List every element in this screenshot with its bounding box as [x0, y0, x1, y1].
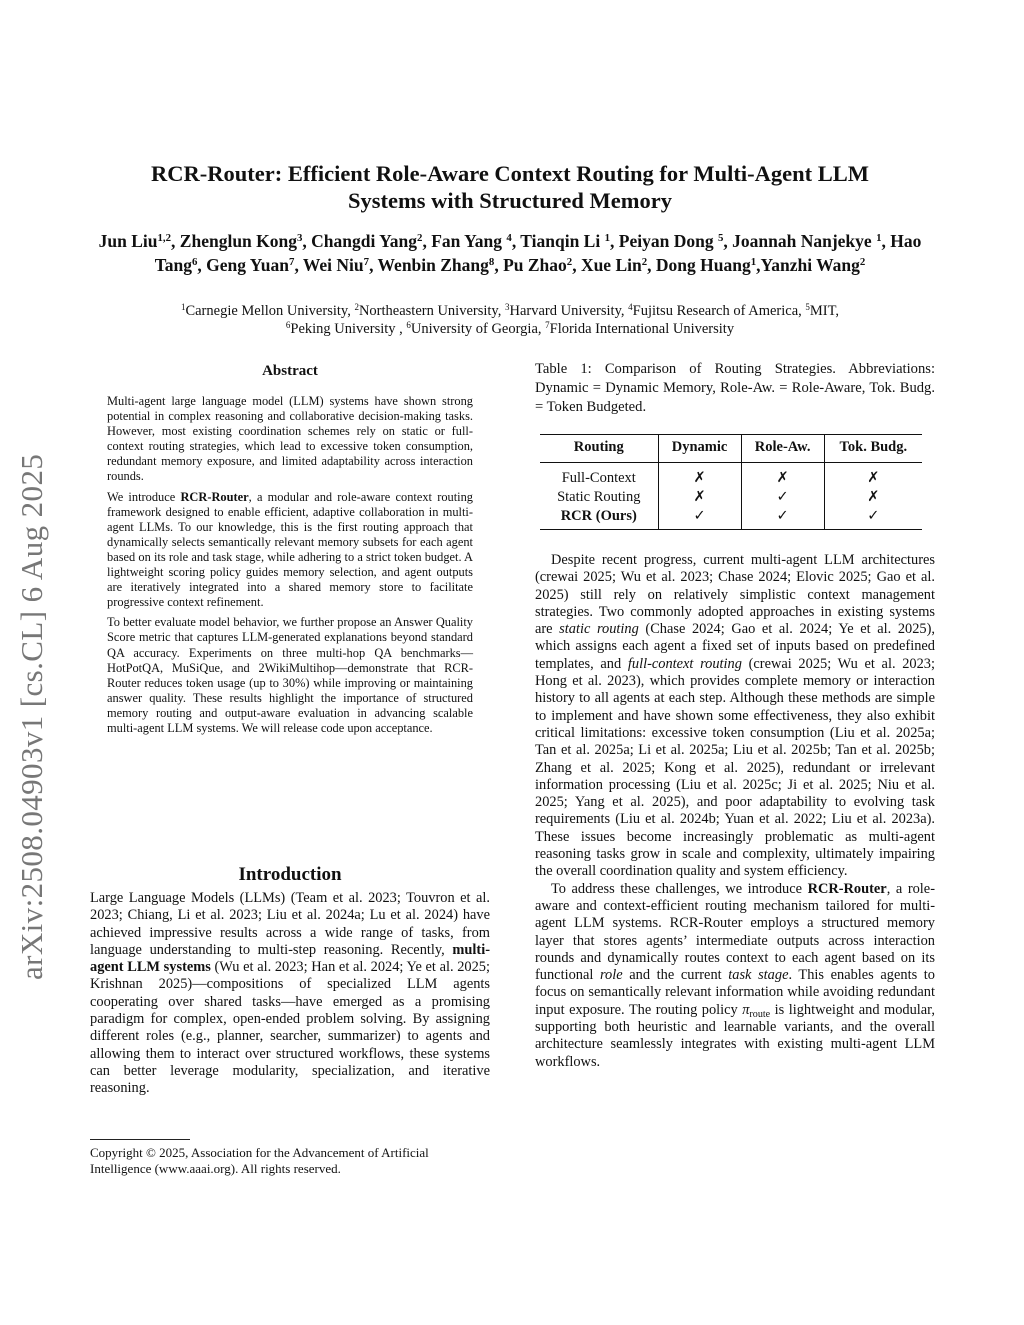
author-separator: ,	[294, 255, 303, 275]
affiliation-name: Florida International University	[549, 321, 735, 337]
author-entry	[311, 231, 431, 251]
cell-token-budgeted: ✗	[824, 488, 922, 507]
right-p1-rest: (crewai 2025; Wu et al. 2023; Hong et al. 2023), which provides complete memory or interaction history to all agents at each step. Although these methods are simple to implement and have shown some effectiveness, they also exhibit critical limitations: excessive token consumption (Liu et al. 2025a; Tan et al. 2025a; Li et al. 2025a; Liu et al. 2025b; Tan et al. 2025b; Zhang et al. 2025; Kong et al. 2025), redundant or irrelevant information processing (Liu et al. 2025c; Ji et al. 2025; Niu et al. 2025; Yang et al. 2025), and poor adaptability to evolving task requirements (Liu et al. 2024b; Yuan et al. 2022; Liu et al. 2023a). These issues become increasingly problematic as multi-agent reasoning tasks grow in scale and complexity, ultimately impairing the overall coordination quality and system efficiency.	[535, 655, 935, 880]
author-entry	[180, 231, 311, 251]
author-affiliation-marker: 3	[297, 232, 303, 245]
introduction-body	[90, 890, 490, 1098]
author-entry	[732, 231, 890, 251]
copyright-footnote: Copyright © 2025, Association for the Advancement of Artificial Intelligence (www.aaai.org). All rights reserved.	[90, 1145, 429, 1176]
author-name: Jun Liu	[98, 231, 158, 251]
right-p1-full-context: full-context routing	[627, 655, 742, 672]
affiliation-entry	[505, 303, 628, 319]
affiliation-entry	[406, 321, 545, 337]
right-p2-task-stage: task stage	[728, 967, 789, 984]
table-row	[540, 463, 922, 489]
affiliation-name: Harvard University	[509, 303, 621, 319]
author-name: Wei Niu	[302, 255, 364, 275]
cell-dynamic: ✓	[658, 507, 741, 530]
author-name: Geng Yuan	[206, 255, 290, 275]
abstract-paragraph-3: To better evaluate model behavior, we further propose an Answer Quality Score metric that captures LLM-generated explanations beyond standard QA accuracy. Experiments on three multi-hop QA benchmarks—HotPotQA, MuSiQue, and 2WikiMultihop—demonstrate that RCR-Router reduces token usage (up to 30%) while improving or maintaining answer quality. These results highlight the importance of structured memory routing and output-aware evaluation in advancing scalable multi-agent LLM systems. We will release code upon acceptance.	[107, 615, 473, 735]
abstract-body	[107, 394, 473, 741]
affiliation-separator: ,	[620, 303, 629, 319]
routing-comparison-table	[540, 434, 922, 530]
author-separator: ,	[302, 231, 312, 251]
author-separator: ,	[572, 255, 581, 275]
right-p1-static-routing: static routing	[559, 621, 639, 638]
author-separator: ,	[197, 255, 207, 275]
author-separator: ,	[494, 255, 504, 275]
author-entry	[206, 255, 303, 275]
author-affiliation-marker: 5	[717, 232, 724, 245]
right-p2-part3: . This enables agents to focus on semantically relevant information while avoiding redundant input exposure. The routing policy	[535, 967, 935, 1018]
author-affiliation-marker: 7	[363, 256, 370, 269]
right-p2-part2: and the current	[622, 967, 729, 984]
cell-token-budgeted: ✗	[824, 463, 922, 489]
cell-role-aware: ✓	[741, 507, 824, 530]
affiliation-marker: 3	[505, 302, 510, 313]
affiliation-entry	[545, 321, 734, 337]
table-header-row	[540, 435, 922, 463]
author-affiliation-marker: 1	[750, 256, 757, 269]
arxiv-stamp: arXiv:2508.04903v1 [cs.CL] 6 Aug 2025	[14, 453, 49, 980]
author-entry	[520, 231, 619, 251]
author-entry	[581, 255, 656, 275]
affiliation-separator: ,	[497, 303, 505, 319]
author-affiliation-marker: 6	[192, 256, 198, 269]
right-p1-lead: Despite recent progress, current multi-agent LLM architectures (crewai 2025; Wu et al. 2023; Chase 2024; Elovic 2025; Gao et al. 2025) still rely on relatively simplistic context management strategies. Two commonly adopted approaches in existing systems are	[535, 552, 935, 638]
author-separator: ,	[369, 255, 378, 275]
author-separator: ,	[647, 255, 656, 275]
author-name: Zhenglun Kong	[179, 231, 297, 251]
affiliation-entry	[805, 303, 839, 319]
table-body	[540, 463, 922, 530]
cell-dynamic: ✗	[658, 463, 741, 489]
affiliation-entry	[628, 303, 805, 319]
cell-routing-name: Static Routing	[557, 489, 641, 505]
affiliation-entry	[181, 303, 355, 319]
right-p2-pi-subscript: route	[749, 1008, 771, 1020]
right-p2-pi-symbol: π	[742, 1001, 750, 1018]
author-entry	[303, 255, 378, 275]
author-entry	[619, 231, 732, 251]
table-row	[540, 507, 922, 530]
author-affiliation-marker: 7	[289, 256, 295, 269]
author-name: Yanzhi Wang	[760, 255, 860, 275]
affiliation-name: Northeastern University	[358, 303, 498, 319]
affiliation-name: Fujitsu Research of America	[632, 303, 799, 319]
author-affiliation-marker: 2	[566, 256, 573, 269]
affiliation-separator: ,	[798, 303, 806, 319]
header-role-aware: Role-Aw.	[741, 435, 824, 463]
author-entry	[761, 255, 866, 275]
author-affiliation-marker: 2	[859, 256, 866, 269]
author-affiliation-marker: 8	[488, 256, 495, 269]
author-separator: ,	[171, 231, 180, 251]
affiliation-list	[90, 302, 930, 338]
affiliation-marker: 5	[805, 302, 810, 313]
author-separator: ,	[756, 255, 761, 275]
author-separator: ,	[422, 231, 432, 251]
footnote-rule	[90, 1139, 190, 1140]
right-p2-part1: , a role-aware and context-efficient routing mechanism tailored for multi-agent LLM systems. RCR-Router employs a structured memory layer that stores agents’ intermediate outputs across interaction rounds and dynamically routes context to each agent based on its functional	[535, 880, 935, 984]
right-p2-lead: To address these challenges, we introduce	[551, 880, 808, 897]
right-p2-method-name: RCR-Router	[807, 880, 887, 897]
intro-p1-rest: (Wu et al. 2023; Han et al. 2024; Ye et al. 2025; Krishnan 2025)—compositions of specialized LLM agents cooperating over shared tasks—have emerged as a promising paradigm for complex, open-ended problem solving. By assigning different roles (e.g., planner, searcher, summarizer) to agents and allowing them to interact over structured workflows, these systems can better leverage modularity, specialization, and iterative reasoning.	[90, 959, 490, 1097]
affiliation-separator: ,	[537, 321, 546, 337]
author-name: Peiyan Dong	[618, 231, 718, 251]
author-name: Hao Tang	[154, 231, 922, 275]
author-entry	[431, 231, 520, 251]
right-column-body	[535, 552, 935, 1071]
intro-p1-lead: Large Language Models (LLMs) (Team et al. 2023; Touvron et al. 2023; Chiang, Li et al. 2023; Liu et al. 2024a; Lu et al. 2024) have achieved impressive results across a wide range of tasks, from language understanding to multi-step reasoning. Recently,	[90, 890, 490, 958]
author-affiliation-marker: 4	[506, 232, 512, 245]
author-separator: ,	[723, 231, 733, 251]
cell-dynamic: ✗	[658, 488, 741, 507]
header-dynamic: Dynamic	[658, 435, 741, 463]
author-name: Tianqin Li	[520, 231, 605, 251]
author-name: Joannah Nanjekye	[732, 231, 877, 251]
right-paragraph-2	[535, 881, 935, 1071]
affiliation-name: University of Georgia	[410, 321, 538, 337]
affiliation-entry	[354, 303, 505, 319]
author-name: Pu Zhao	[503, 255, 567, 275]
affiliation-separator: ,	[347, 303, 355, 319]
cell-routing-name: RCR (Ours)	[540, 507, 658, 530]
author-name: Wenbin Zhang	[377, 255, 489, 275]
cell-role-aware: ✓	[741, 488, 824, 507]
affiliation-marker: 2	[354, 302, 359, 313]
title-line-2: Systems with Structured Memory	[348, 188, 672, 213]
affiliation-separator: ,	[399, 321, 407, 337]
intro-p1-bold: multi-agent LLM systems	[90, 941, 490, 976]
abstract-p2-lead: We introduce	[107, 489, 181, 504]
author-entry	[503, 255, 581, 275]
cell-routing-name: Full-Context	[561, 470, 636, 486]
affiliation-separator: ,	[835, 303, 840, 319]
affiliation-marker: 1	[180, 302, 186, 313]
author-entry	[656, 255, 761, 275]
author-separator: ,	[881, 231, 891, 251]
right-p1-mid: (Chase 2024; Gao et al. 2024; Ye et al. 2025), which assigns each agent a fixed set of inputs based on predefined templates, and	[535, 621, 935, 672]
abstract-paragraph-2	[107, 490, 473, 611]
cell-role-aware: ✗	[741, 463, 824, 489]
right-p2-part4: is lightweight and modular, supporting both heuristic and learnable variants, and the overall architecture seamlessly integrates with existing multi-agent LLM workflows.	[535, 1001, 935, 1070]
affiliation-marker: 6	[406, 320, 411, 331]
author-name: Fan Yang	[431, 231, 507, 251]
paper-title	[80, 160, 940, 214]
affiliation-marker: 7	[545, 320, 550, 331]
header-token-budgeted: Tok. Budg.	[824, 435, 922, 463]
abstract-p2-rest: , a modular and role-aware context routing framework designed to enable efficient, adaptive collaboration in multi-agent LLMs. To our knowledge, this is the first routing approach that dynamically selects semantically relevant memory subsets for each agent based on its role and task stage, while adhering to a strict token budget. A lightweight scoring policy guides memory selection, and agent outputs are iteratively integrated into a shared memory store to facilitate progressive context refinement.	[107, 489, 473, 610]
header-routing: Routing	[540, 435, 658, 463]
affiliation-name: MIT	[809, 303, 836, 319]
abstract-p2-method-name: RCR-Router	[180, 489, 249, 504]
cell-token-budgeted: ✓	[824, 507, 922, 530]
right-p2-role: role	[599, 967, 623, 984]
author-entry	[378, 255, 504, 275]
author-list	[90, 229, 930, 277]
author-affiliation-marker: 1	[604, 232, 611, 245]
title-line-1: RCR-Router: Efficient Role-Aware Context Routing for Multi-Agent LLM	[151, 161, 869, 186]
table-row	[540, 488, 922, 507]
right-paragraph-1	[535, 552, 935, 881]
author-name: Dong Huang	[655, 255, 751, 275]
intro-paragraph-1	[90, 890, 490, 1098]
author-affiliation-marker: 2	[641, 256, 648, 269]
table-caption: Table 1: Comparison of Routing Strategies. Abbreviations: Dynamic = Dynamic Memory, Role-Aw. = Role-Aware, Tok. Budg. = Token Budgeted.	[535, 361, 935, 415]
author-separator: ,	[610, 231, 619, 251]
author-affiliation-marker: 1,2	[157, 232, 172, 245]
author-affiliation-marker: 2	[417, 232, 423, 245]
author-affiliation-marker: 1	[876, 232, 882, 245]
affiliation-marker: 6	[285, 320, 291, 331]
abstract-heading: Abstract	[262, 363, 318, 379]
affiliation-entry	[286, 321, 407, 337]
abstract-paragraph-1: Multi-agent large language model (LLM) systems have shown strong potential in complex reasoning and collaborative decision-making tasks. However, most existing coordination schemes rely on static or full-context routing strategies, which lead to excessive token consumption, redundant memory exposure, and limited adaptability across interaction rounds.	[107, 394, 473, 484]
author-name: Changdi Yang	[311, 231, 418, 251]
author-name: Xue Lin	[580, 255, 642, 275]
author-entry	[99, 231, 180, 251]
introduction-heading: Introduction	[238, 864, 342, 885]
affiliation-name: Peking University	[290, 321, 400, 337]
affiliation-name: Carnegie Mellon University	[185, 303, 348, 319]
affiliation-marker: 4	[628, 302, 633, 313]
author-separator: ,	[511, 231, 521, 251]
